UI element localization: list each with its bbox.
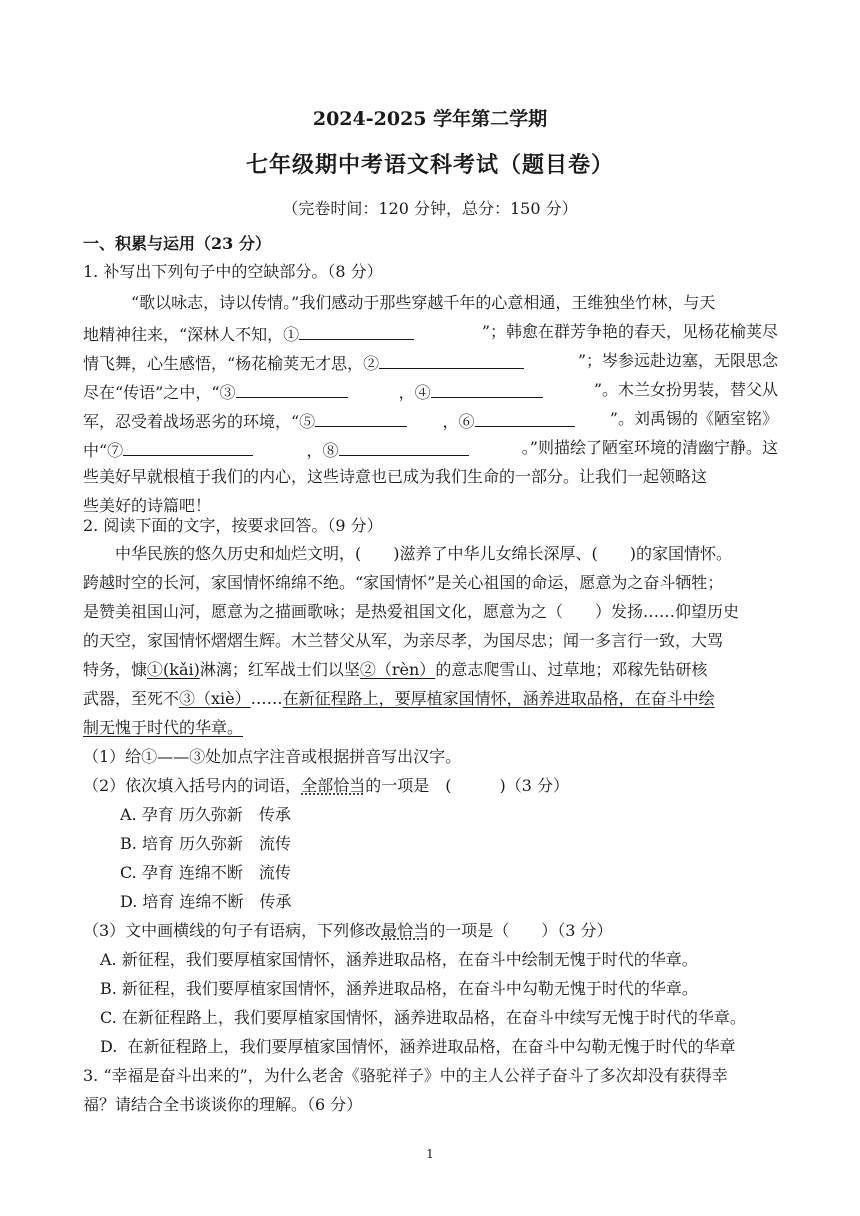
emphasis-text: 最恰当 [381,921,430,940]
question-3-stem-cont: 福？请结合全书谈谈你的理解。（6 分） [83,1095,363,1114]
question-1-line: 些美好早就根植于我们的内心，这些诗意也已成为我们生命的一部分。让我们一起领略这 [83,467,708,486]
option-2b[interactable]: B. 培育 历久弥新 流传 [120,834,292,853]
page-number: 1 [426,1147,434,1161]
question-2-stem: 2. 阅读下面的文字，按要求回答。（9 分） [83,516,383,535]
passage-line: 特务，慷①(kǎi)淋漓；红军战士们以坚②（rèn）的意志爬雪山、过草地；邓稼先钻研核 [83,660,708,679]
sub-question-1: （1）给①——③处加点字注音或根据拼音写出汉字。 [83,747,462,766]
option-2a[interactable]: A. 孕育 历久弥新 传承 [120,805,291,824]
answer-blank-1[interactable] [299,322,414,340]
option-3a[interactable]: A. 新征程，我们要厚植家国情怀，涵养进取品格，在奋斗中绘制无愧于时代的华章。 [100,950,698,969]
passage-line: 是赞美祖国山河，愿意为之描画歌咏；是热爱祖国文化，愿意为之（ ）发扬……仰望历史 [83,602,740,621]
question-1-stem: 1. 补写出下列句子中的空缺部分。（8 分） [83,262,383,281]
answer-blank-8[interactable] [339,438,469,456]
option-3b[interactable]: B. 新征程，我们要厚植家国情怀，涵养进取品格，在奋斗中勾勒无愧于时代的华章。 [100,979,698,998]
sub-question-3: （3）文中画横线的句子有语病，下列修改最恰当的一项是（ ）（3 分） [83,921,613,940]
option-2d[interactable]: D. 培育 连绵不断 传承 [120,892,292,911]
option-3c[interactable]: C. 在新征程路上，我们要厚植家国情怀，涵养进取品格，在奋斗中续写无愧于时代的华章。 [100,1008,746,1027]
underlined-sentence: 在新征程路上，要厚植家国情怀，涵养进取品格，在奋斗中绘 [282,689,715,708]
question-1-line: 些美好的诗篇吧！ [83,496,212,515]
passage-line: 的天空，家国情怀熠熠生辉。木兰替父从军，为亲尽孝，为国尽忠；闻一多言行一致，大骂 [83,631,724,650]
answer-blank-4[interactable] [431,380,543,398]
question-3-stem: 3. “幸福是奋斗出来的”，为什么老舍《骆驼祥子》中的主人公祥子奋斗了多次却没有获得幸 [83,1066,728,1085]
answer-blank-6[interactable] [475,409,575,427]
exam-year-term: 2024-2025 学年第二学期 [312,108,548,130]
exam-meta: （完卷时间：120 分钟，总分：150 分） [282,199,578,218]
pinyin-mark-2: ②（rèn） [359,660,436,679]
section-heading: 一、积累与运用（23 分） [83,234,271,253]
emphasis-text: 全部恰当 [301,776,366,795]
sub-question-2: （2）依次填入括号内的词语，全部恰当的一项是 ( )（3 分） [83,776,569,795]
question-1-line: 地精神往来，“深林人不知，① ”；韩愈在群芳争艳的春天，见杨花榆荚尽 [83,322,778,344]
passage-line: 中华民族的悠久历史和灿烂文明，( )滋养了中华儿女绵长深厚、( )的家国情怀。 [115,544,732,563]
question-1-line: 尽在“传语”之中，“③ ，④ ”。木兰女扮男装，替父从 [83,380,778,402]
pinyin-mark-1: ①(kǎi) [147,660,200,679]
answer-blank-5[interactable] [315,409,407,427]
question-1-line: 军，忍受着战场恶劣的环境，“⑤ ，⑥ ”。刘禹锡的《陋室铭》 [83,409,778,431]
question-1-line: 情飞舞，心生感悟，“杨花榆荚无才思，② ”；岑参远赴边塞，无限思念 [83,351,778,373]
exam-title: 七年级期中考语文科考试（题目卷） [245,152,614,178]
option-2c[interactable]: C. 孕育 连绵不断 流传 [120,863,291,882]
answer-blank-7[interactable] [123,438,253,456]
underlined-sentence-end: 制无愧于时代的华章。 [83,718,244,737]
passage-line: 武器，至死不③（xiè）……在新征程路上，要厚植家国情怀，涵养进取品格，在奋斗中绘 [83,689,715,708]
question-1-line: “歌以咏志，诗以传情。”我们感动于那些穿越千年的心意相通，王维独坐竹林，与天 [131,293,716,312]
question-1-line: 中“⑦ ，⑧ 。”则描绘了陋室环境的清幽宁静。这 [83,438,778,460]
answer-blank-2[interactable] [379,351,524,369]
passage-line: 跨越时空的长河，家国情怀绵绵不绝。“家国情怀”是关心祖国的命运，愿意为之奋斗牺牲； [83,573,724,592]
pinyin-mark-3: ③（xiè） [179,689,251,708]
option-3d[interactable]: D. 在新征程路上，我们要厚植家国情怀，涵养进取品格，在奋斗中勾勒无愧于时代的华章 [100,1037,736,1056]
answer-blank-3[interactable] [236,380,348,398]
